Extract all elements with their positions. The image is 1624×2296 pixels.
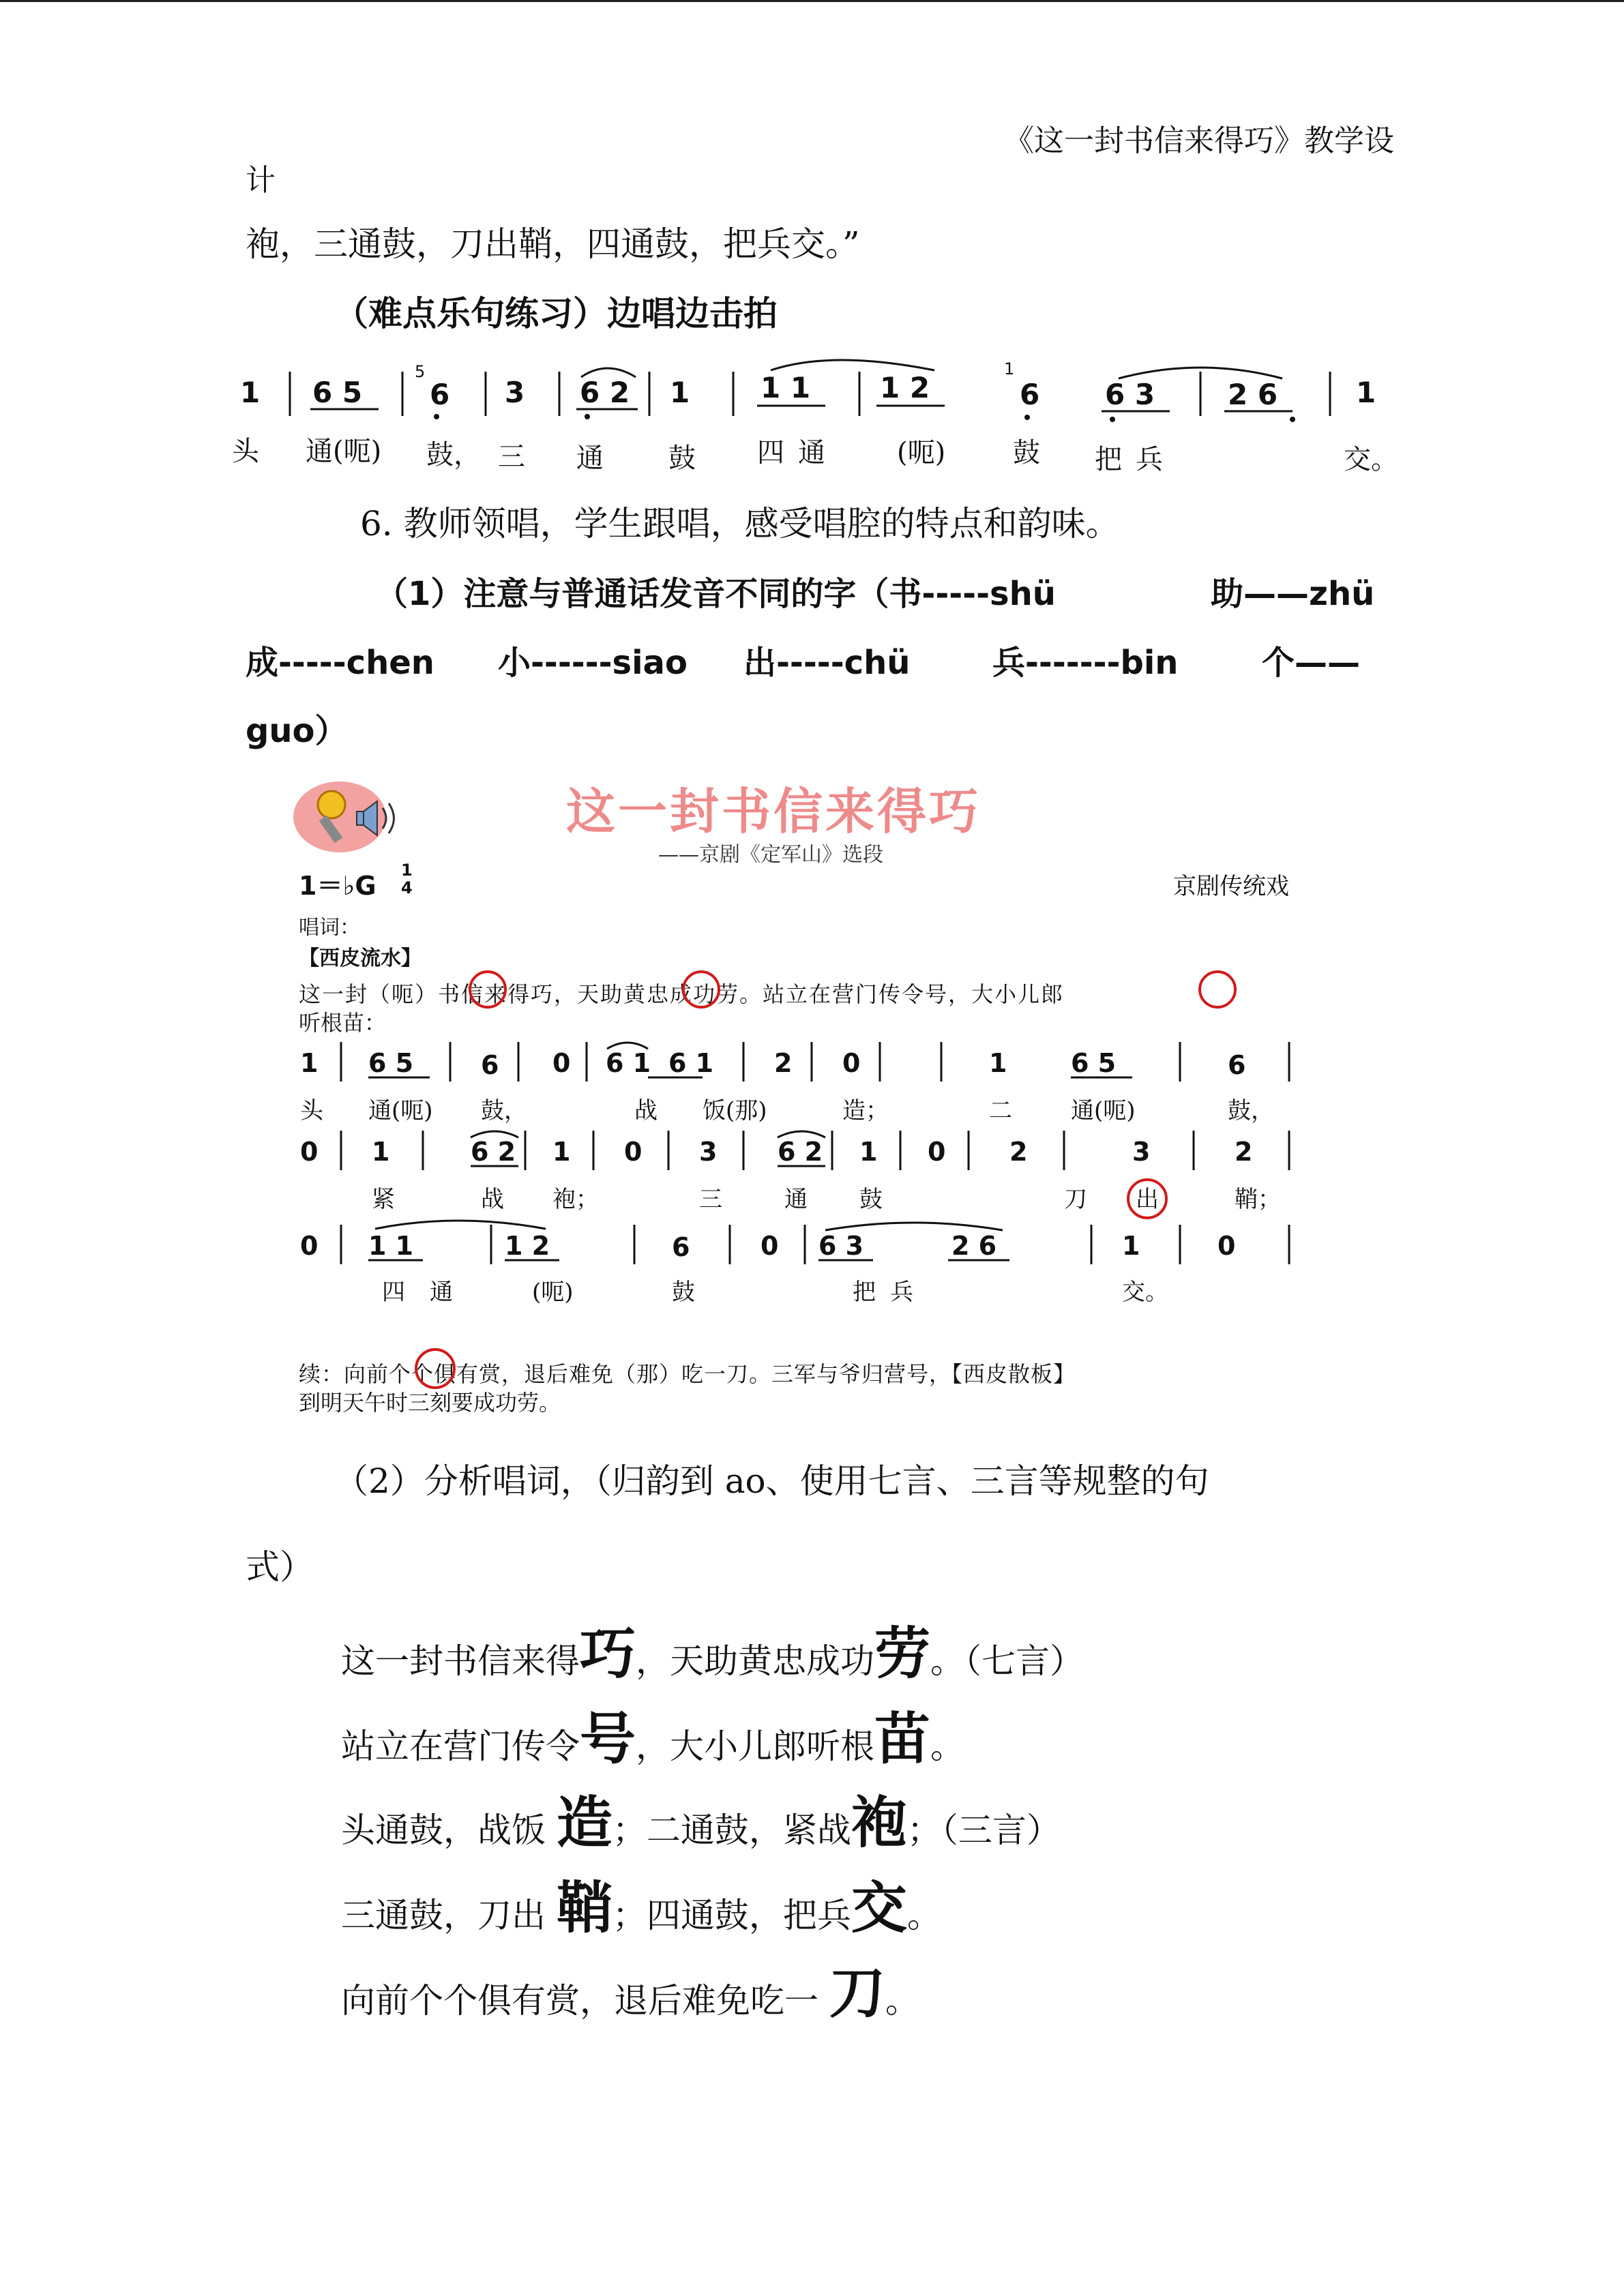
rhyme-char: 鞘 <box>556 1875 612 1941</box>
score-note: 6 <box>481 1050 499 1080</box>
practice-lyric: 通 <box>798 437 825 468</box>
score-note: 0 <box>300 1231 319 1261</box>
rhyme-char: 苗 <box>874 1706 931 1772</box>
rhyme-char: 号 <box>580 1706 636 1772</box>
practice-note: 1 2 <box>880 371 930 404</box>
verse-text: 向前个个俱有赏，退后难免吃一 <box>341 1981 829 2021</box>
pronunciation-item: 个—— <box>1262 644 1361 682</box>
score-note: 1 <box>1122 1231 1140 1261</box>
score-note: 0 <box>761 1231 779 1261</box>
score-note: 6 2 <box>471 1137 516 1167</box>
practice-note: 1 <box>1356 376 1376 409</box>
score-lyric: 紧 <box>372 1186 395 1213</box>
verse-text: 。 <box>906 1896 941 1935</box>
score-lyric: 战 <box>481 1186 504 1213</box>
score-lyric: 饭(那) <box>703 1097 767 1124</box>
score-note: 6 2 <box>778 1137 823 1167</box>
verse-text: 。 <box>930 1727 965 1766</box>
score-section: 【西皮流水】 <box>299 946 422 970</box>
score-lyric: 鞘； <box>1235 1186 1281 1213</box>
difficulty-heading: （难点乐句练习）边唱边击拍 <box>334 294 778 333</box>
rhyme-char: 刀 <box>829 1960 885 2026</box>
score-lyric: 二 <box>989 1097 1012 1124</box>
practice-note: 6 3 <box>1105 378 1155 411</box>
score-title: 这一封书信来得巧 <box>566 783 981 840</box>
verse-text: 头通鼓，战饭 <box>341 1810 557 1850</box>
pronunciation-item: 成-----chen <box>246 644 434 682</box>
score-note: 3 <box>1132 1137 1151 1167</box>
score-lyric: 交。 <box>1122 1279 1168 1306</box>
score-note: 6 5 <box>1071 1048 1117 1078</box>
verse-text: 这一封书信来得 <box>341 1641 580 1681</box>
score-note: 0 <box>842 1048 861 1078</box>
verse-line <box>341 1609 1084 1689</box>
score-lyric: 兵 <box>890 1279 913 1306</box>
highlight-circle-bottom <box>286 1343 559 1405</box>
page-header-title: 《这一封书信来得巧》教学设 <box>1004 123 1394 158</box>
verse-line <box>341 1778 1061 1858</box>
pronunciation-line-1b: 助——zhü <box>1211 575 1375 613</box>
practice-lyric: 通 <box>576 443 604 474</box>
lyric-line-1b: 听根苗： <box>299 1010 387 1036</box>
score-note: 6 <box>1228 1050 1246 1080</box>
verse-text: 站立在营门传令 <box>341 1727 580 1766</box>
score-lyric: 把 <box>853 1279 876 1306</box>
verse-text: 三通鼓，刀出 <box>341 1896 557 1935</box>
verse-text: ，大小儿郎听根 <box>636 1727 875 1766</box>
score-lyric: 头 <box>300 1097 323 1124</box>
lyrics-label: 唱词： <box>299 916 360 940</box>
score-lyric: 出 <box>1136 1186 1159 1213</box>
score-note: 1 <box>859 1137 878 1167</box>
score-note: 3 <box>699 1137 718 1167</box>
practice-lyric: (呃) <box>897 437 946 468</box>
score-note: 1 <box>552 1137 571 1167</box>
grace-note: 1 <box>1004 359 1015 378</box>
score-genre: 京剧传统戏 <box>1173 873 1289 900</box>
score-note: 1 <box>372 1137 390 1167</box>
lyric-line-1: 这一封（呃）书信来得巧，天助黄忠成功劳。站立在营门传令号，大小儿郎 <box>299 981 1065 1007</box>
practice-lyric: 鼓 <box>668 443 696 474</box>
score-lyric: 通(呃) <box>1071 1097 1136 1124</box>
score-image <box>286 757 1350 1439</box>
score-lyric: 通 <box>430 1279 453 1306</box>
practice-lyric: 鼓， <box>426 439 481 471</box>
score-note: 0 <box>1217 1231 1236 1261</box>
practice-note: 6 5 <box>312 376 363 409</box>
step-6: 6. 教师领唱，学生跟唱，感受唱腔的特点和韵味。 <box>360 504 1120 543</box>
highlight-circles-top <box>286 961 1350 1023</box>
score-meter-bottom: 4 <box>401 878 413 897</box>
pronunciation-item: 小------siao <box>498 644 688 682</box>
score-note: 1 2 <box>505 1231 550 1261</box>
pronunciation-tail: guo） <box>246 712 348 750</box>
score-meter-top: 1 <box>401 861 413 880</box>
practice-lyric: 鼓 <box>1013 437 1040 468</box>
practice-lyric: 通(呃) <box>306 436 382 467</box>
pronunciation-item: 兵-------bin <box>992 644 1179 682</box>
verse-text: ，天助黄忠成功 <box>636 1641 875 1681</box>
score-lyric: 鼓， <box>1228 1097 1274 1124</box>
score-note: 6 5 <box>368 1048 414 1078</box>
verse-text: 。 <box>885 1981 919 2021</box>
verse-line <box>341 1695 964 1774</box>
score-note: 2 6 <box>951 1231 997 1261</box>
verse-line <box>341 1949 919 2029</box>
paragraph-continue: 袍，三通鼓，刀出鞘，四通鼓，把兵交。” <box>246 224 860 264</box>
pronunciation-line-1: （1）注意与普通话发音不同的字（书-----shü <box>375 575 1056 613</box>
score-note: 2 <box>1235 1137 1253 1167</box>
analysis-line-1: （2）分析唱词，（归韵到 ao、使用七言、三言等规整的句 <box>334 1461 1209 1501</box>
practice-lyric: 四 <box>757 437 784 468</box>
score-lyric: 三 <box>699 1186 722 1213</box>
practice-note: 1 1 <box>761 371 811 404</box>
practice-note: 1 <box>670 376 690 409</box>
score-note: 6 1 <box>668 1048 714 1078</box>
verse-text: ；二通鼓，紧战 <box>612 1810 851 1850</box>
score-lyric: 通(呃) <box>368 1097 433 1124</box>
pronunciation-item: 出-----chü <box>743 644 911 682</box>
score-note: 1 1 <box>368 1231 414 1261</box>
practice-notation-strip <box>232 351 1405 481</box>
page-top-border <box>0 0 1624 2</box>
practice-note: 3 <box>505 376 525 409</box>
score-note: 2 <box>774 1048 793 1078</box>
continuation-line-2: 到明天午时三刻要成功劳。 <box>299 1390 561 1416</box>
speaker-icon <box>292 771 415 859</box>
verse-text: ；（三言） <box>906 1810 1061 1850</box>
rhyme-char: 巧 <box>580 1621 636 1686</box>
score-lyric: 袍； <box>552 1186 599 1213</box>
score-lyric: 通 <box>784 1186 808 1213</box>
score-lyric: 鼓， <box>481 1097 527 1124</box>
score-lyric: 鼓 <box>859 1186 883 1213</box>
score-note: 6 1 <box>606 1048 651 1078</box>
practice-lyric: 把 <box>1095 444 1122 475</box>
grace-note: 5 <box>415 362 426 381</box>
score-subtitle: ——京剧《定军山》选段 <box>658 843 883 867</box>
score-note: 1 <box>989 1048 1007 1078</box>
practice-lyric: 头 <box>232 436 259 467</box>
score-lyric: (呃) <box>532 1279 574 1306</box>
rhyme-char: 交 <box>851 1875 907 1941</box>
score-lyric: 鼓 <box>672 1279 695 1306</box>
practice-lyric: 交。 <box>1344 444 1398 475</box>
score-note: 6 <box>672 1232 690 1262</box>
rhyme-char: 袍 <box>851 1790 907 1855</box>
score-note: 2 <box>1009 1137 1028 1167</box>
practice-note: 2 6 <box>1228 378 1278 411</box>
score-note: 0 <box>624 1137 643 1167</box>
score-lyric: 战 <box>634 1097 658 1124</box>
verse-text: 。（七言） <box>930 1641 1084 1681</box>
continuation-line-1: 续：向前个个俱有赏，退后难免（那）吃一刀。三军与爷归营号，【西皮散板】 <box>299 1361 1076 1387</box>
practice-note: 6 2 <box>580 376 630 409</box>
practice-note: 6 <box>1020 378 1040 411</box>
score-lyric: 刀 <box>1064 1186 1087 1213</box>
score-note: 1 <box>300 1048 319 1078</box>
score-key: 1＝♭G <box>299 871 377 901</box>
score-lyric: 四 <box>382 1279 405 1306</box>
rhyme-char: 劳 <box>874 1621 931 1686</box>
verse-text: ；四通鼓，把兵 <box>612 1896 851 1935</box>
analysis-line-2: 式） <box>246 1547 314 1587</box>
practice-note: 1 <box>240 376 261 409</box>
score-note: 6 3 <box>818 1231 864 1261</box>
score-lyric: 造； <box>842 1097 889 1124</box>
practice-lyric: 兵 <box>1136 444 1163 475</box>
page-header-wrap: 计 <box>246 163 276 198</box>
score-note: 0 <box>928 1137 946 1167</box>
rhyme-char: 造 <box>556 1790 612 1855</box>
score-note: 0 <box>552 1048 571 1078</box>
practice-lyric: 三 <box>498 441 525 473</box>
verse-line <box>341 1864 941 1943</box>
score-note: 0 <box>300 1137 319 1167</box>
practice-note: 6 <box>430 378 450 411</box>
